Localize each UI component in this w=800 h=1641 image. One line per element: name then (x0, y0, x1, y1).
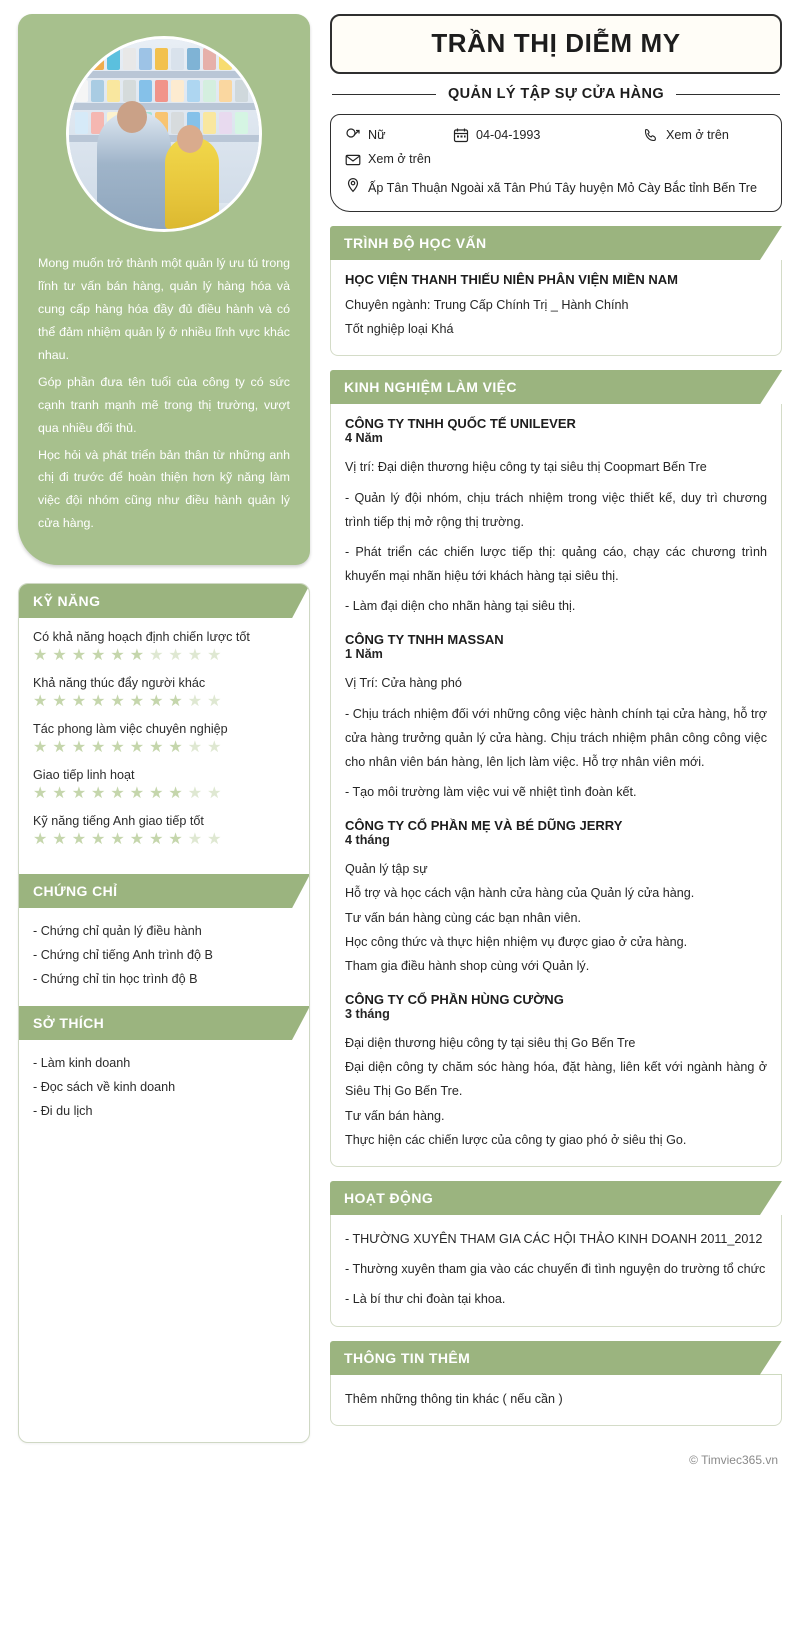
list-item: - Chứng chỉ tiếng Anh trình độ B (33, 948, 213, 963)
activity-item: - Thường xuyên tham gia vào các chuyến đi tình nguyện do trường tổ chức (345, 1262, 766, 1277)
more-info-section-header: THÔNG TIN THÊM (330, 1341, 782, 1375)
interests-section-header: SỞ THÍCH (19, 1006, 309, 1040)
company-name: CÔNG TY TNHH QUỐC TẾ UNILEVER (345, 416, 576, 432)
job-detail: Học công thức và thực hiện nhiệm vụ được giao ở cửa hàng. (345, 934, 688, 949)
gender-icon (345, 127, 361, 143)
skill-label: Giao tiếp linh hoạt (33, 768, 135, 783)
skill-item (33, 722, 295, 736)
job-duration: 4 tháng (345, 833, 390, 848)
job-duration: 3 tháng (345, 1007, 390, 1022)
footer-credit: © Timviec365.vn (689, 1453, 778, 1468)
divider-left (332, 94, 436, 95)
career-objective (38, 252, 290, 535)
skill-label: Tác phong làm việc chuyên nghiệp (33, 722, 228, 737)
page-title: TRẦN THỊ DIỄM MY (431, 28, 681, 58)
job-detail: - Tạo môi trường làm việc vui vẽ nhiệt tình đoàn kết. (345, 785, 637, 800)
skill-label: Kỹ năng tiếng Anh giao tiếp tốt (33, 814, 204, 829)
job-detail: Đại diện thương hiệu công ty tại siêu thị Go Bến Tre (345, 1036, 636, 1051)
right-column (330, 14, 782, 1426)
education-section-header: TRÌNH ĐỘ HỌC VẤN (330, 226, 782, 260)
company-name: CÔNG TY CỔ PHẦN HÙNG CƯỜNG (345, 992, 564, 1008)
job-detail: - Quản lý đội nhóm, chịu trách nhiệm trong việc thiết kế, duy trì chương trình tiếp thị mở rộng thị trường. (345, 490, 767, 529)
list-item: - Đi du lịch (33, 1103, 93, 1118)
person-child-head (177, 125, 203, 153)
list-item: - Chứng chỉ quản lý điều hành (33, 924, 202, 939)
job-detail: Vị trí: Đại diện thương hiệu công ty tại siêu thị Coopmart Bến Tre (345, 460, 707, 475)
objective-paragraph: Học hỏi và phát triển bản thân từ những anh chị đi trước để hoàn thiện hơn kỹ năng làm việc đội nhóm cũng như điều hành quản lý cửa hàng. (38, 447, 290, 531)
left-column (18, 14, 310, 1443)
activity-item: - THƯỜNG XUYÊN THAM GIA CÁC HỘI THẢO KINH DOANH 2011_2012 (345, 1231, 763, 1246)
job-detail: Tư vấn bán hàng cùng các bạn nhân viên. (345, 910, 581, 925)
job-detail: Đại diện công ty chăm sóc hàng hóa, đặt hàng, liên kết với ngành hàng ở Siêu Thị Go Bến Tre. (345, 1060, 767, 1099)
left-sections-card (18, 583, 310, 1443)
experience-item (345, 818, 767, 978)
activities-section-header: HOẠT ĐỘNG (330, 1181, 782, 1215)
job-detail: - Chịu trách nhiệm đối với những công việc hành chính tại cửa hàng, hỗ trợ cửa hàng trưởng quản lý cửa hàng. Chịu trách nhiệm phân công công việc cho nhân viên bán hàng, lên lịch làm việc. Hỗ trợ nhân viên mới. (345, 706, 767, 769)
job-detail: Tư vấn bán hàng. (345, 1108, 445, 1123)
contact-gender (345, 127, 453, 143)
experience-section-header: KINH NGHIỆM LÀM VIỆC (330, 370, 782, 404)
address-value: Ấp Tân Thuận Ngoài xã Tân Phú Tây huyện Mỏ Cày Bắc tỉnh Bến Tre (368, 181, 758, 195)
calendar-icon (453, 127, 469, 143)
activity-item: - Là bí thư chi đoàn tại khoa. (345, 1292, 506, 1307)
cv-columns (18, 14, 782, 1443)
job-detail: Thực hiện các chiến lược của công ty giao phó ở siêu thị Go. (345, 1132, 687, 1147)
skill-rating: ★ ★ ★ ★ ★ ★ ★ ★ ★ ★ (33, 693, 222, 711)
company-name: CÔNG TY TNHH MASSAN (345, 632, 504, 648)
job-detail: - Phát triển các chiến lược tiếp thị: quảng cáo, chạy các chương trình khuyến mại nhãn hiệu tới khách hàng tại siêu thị. (345, 544, 767, 584)
skill-label: Có khả năng hoạch định chiến lược tốt (33, 630, 250, 645)
more-info-section (330, 1341, 782, 1426)
activities-section-body (330, 1215, 782, 1327)
education-grade: Tốt nghiệp loại Khá (345, 322, 454, 337)
skill-rating: ★ ★ ★ ★ ★ ★ ★ ★ ★ ★ (33, 831, 222, 849)
email-value: Xem ở trên (368, 152, 431, 166)
skill-item (33, 630, 295, 644)
skill-rating: ★ ★ ★ ★ ★ ★ ★ ★ ★ ★ (33, 785, 222, 803)
name-box (330, 14, 782, 74)
list-item: - Chứng chỉ tin học trình độ B (33, 972, 198, 987)
contact-birthday (453, 127, 643, 143)
skill-item (33, 676, 295, 690)
list-item: - Đọc sách về kinh doanh (33, 1079, 176, 1094)
experience-item (345, 632, 767, 804)
job-title-row (332, 86, 780, 102)
skill-rating: ★ ★ ★ ★ ★ ★ ★ ★ ★ ★ (33, 647, 222, 665)
skill-item (33, 814, 295, 828)
contact-row-top (345, 127, 767, 143)
photo-objective-card (18, 14, 310, 565)
phone-icon (643, 127, 659, 143)
job-detail: Tham gia điều hành shop cùng với Quản lý. (345, 958, 590, 973)
activities-section (330, 1181, 782, 1327)
more-info-section-body (330, 1375, 782, 1426)
experience-item (345, 416, 767, 618)
education-major: Chuyên ngành: Trung Cấp Chính Trị _ Hành Chính (345, 298, 629, 313)
list-item: - Làm kinh doanh (33, 1056, 131, 1071)
divider-right (676, 94, 780, 95)
contact-email (345, 152, 767, 168)
gender-value: Nữ (368, 128, 386, 142)
skill-label: Khả năng thúc đẩy người khác (33, 676, 206, 691)
contact-info-box (330, 114, 782, 212)
school-name: HỌC VIỆN THANH THIẾU NIÊN PHÂN VIỆN MIỀN NAM (345, 272, 678, 288)
objective-paragraph: Góp phần đưa tên tuổi của công ty có sức cạnh tranh mạnh mẽ trong thị trường, vượt qua nhiều đối thủ. (38, 374, 290, 435)
company-name: CÔNG TY CỔ PHẦN MẸ VÀ BÉ DŨNG JERRY (345, 818, 623, 834)
certificates-section-header: CHỨNG CHỈ (19, 874, 309, 908)
education-section (330, 226, 782, 356)
experience-section (330, 370, 782, 1167)
more-info-text: Thêm những thông tin khác ( nếu cần ) (345, 1391, 563, 1406)
skills-section-body (19, 618, 309, 874)
experience-item (345, 992, 767, 1152)
mail-icon (345, 152, 361, 168)
objective-paragraph: Mong muốn trở thành một quản lý ưu tú trong lĩnh tư vấn bán hàng, quản lý hàng hóa và cung cấp hàng hóa đầy đủ điều hành và có thể đảm nhiệm quản lý ở nhiều lĩnh vực khác nhau. (38, 256, 290, 362)
job-detail: Hỗ trợ và học cách vận hành cửa hàng của Quản lý cửa hàng. (345, 886, 695, 901)
education-section-body (330, 260, 782, 356)
job-title: QUẢN LÝ TẬP SỰ CỬA HÀNG (447, 86, 665, 102)
job-duration: 1 Năm (345, 647, 383, 662)
avatar (66, 36, 262, 232)
birthday-value: 04-04-1993 (476, 128, 541, 142)
experience-section-body (330, 404, 782, 1167)
job-detail: Vị Trí: Cửa hàng phó (345, 676, 462, 691)
contact-address (345, 177, 767, 199)
skill-rating: ★ ★ ★ ★ ★ ★ ★ ★ ★ ★ (33, 739, 222, 757)
contact-phone (643, 127, 729, 143)
job-detail: Quản lý tập sự (345, 862, 428, 877)
product-row (69, 77, 259, 103)
job-detail: - Làm đại diện cho nhãn hàng tại siêu thị. (345, 599, 576, 614)
product-row (69, 45, 259, 71)
certificates-section-body (19, 908, 309, 1006)
skill-item (33, 768, 295, 782)
skills-section-header: KỸ NĂNG (19, 584, 309, 618)
person-adult-head (117, 101, 147, 133)
job-duration: 4 Năm (345, 431, 383, 446)
location-pin-icon (345, 177, 361, 193)
interests-section-body (19, 1040, 309, 1138)
phone-value: Xem ở trên (666, 128, 729, 142)
